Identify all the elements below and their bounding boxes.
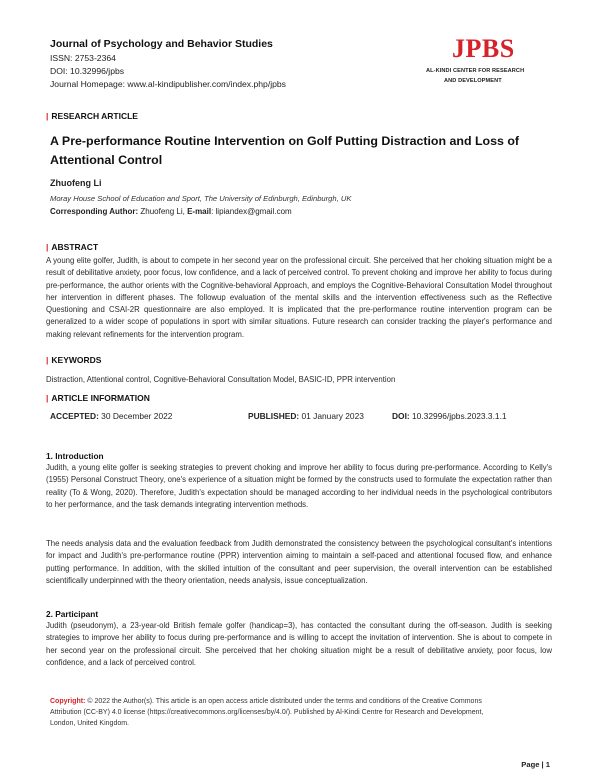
participant-paragraph: Judith (pseudonym), a 23-year-old British female golfer (handicap=3), has contacted the consultant during the off-season. Judith is seeking strategies to improve her ability to focus during pre-performance and is willing to accept the invitation of intervention. She is about to compete in her second year on the professional circuit. She perceived that her choking situation might be a result of debilitative anxiety, poor focus, low confidence, and a lack of perceived control. <box>46 621 552 667</box>
publisher-logo: JPBS <box>452 34 515 63</box>
introduction-heading: 1. Introduction <box>46 451 104 461</box>
journal-issn: ISSN: 2753-2364 <box>50 53 116 63</box>
introduction-paragraph-2: The needs analysis data and the evaluation feedback from Judith demonstrated the consistency between the psychological consultant's intentions for impact and Judith's pre-performance routine (PPR) intervention aiming to maintain a self-paced and attentional focused flow, and enhance putting performance. In addition, with the skilled intuition of the consultant and peer supervision, the overall intervention can be established scientifically underpinned with the theory orientation, needs analysis, issue conceptualization. <box>46 539 552 585</box>
copyright-notice: Copyright: © 2022 the Author(s). This article is an open access article distributed under the terms and conditions of the Creative Commons Attribution (CC-BY) 4.0 license (https://creativecommons.org/licenses/by/4.0/). Published by Al-Kindi Centre for Research and Development, London, United Kingdom. <box>50 698 484 727</box>
accepted-date: ACCEPTED: 30 December 2022 <box>50 411 173 421</box>
keywords-text: Distraction, Attentional control, Cognitive-Behavioral Consultation Model, BASIC-ID, PPR intervention <box>46 375 396 384</box>
abstract-heading: | ABSTRACT <box>46 242 99 252</box>
keywords-heading: | KEYWORDS <box>46 355 102 365</box>
page-number: Page | 1 <box>521 760 550 769</box>
author-affiliation: Moray House School of Education and Sport, The University of Edinburgh, Edinburgh, UK <box>50 194 352 203</box>
article-title: A Pre-performance Routine Intervention on Golf Putting Distraction and Loss of Attentional Control <box>50 134 520 167</box>
abstract-text: A young elite golfer, Judith, is about to compete in her second year on the professional circuit. She perceived that her choking situation might be a result of debilitative anxiety, poor focus, low confidence, and a lack of perceived control. To prevent choking and improve her ability to focus during pre-performance, the author orients with the Cognitive-behavioral Approach, and employs the Cognitive-Behavioral Consultation Model throughout her intervention in different phases. The followup evaluation of the mental skills and the intervention effectiveness such as the Reflective Questioning and CSAI-2R questionnaire are also employed. It is implicated that the pre-performance routine intervention program can be generalized to a wider scope of populations in sport with similar situations. Future research can consider tracking the player's performance and making relevant refinements for the intervention program. <box>46 256 552 339</box>
published-date: PUBLISHED: 01 January 2023 <box>248 411 364 421</box>
author-name: Zhuofeng Li <box>50 178 102 188</box>
journal-title: Journal of Psychology and Behavior Studies <box>50 38 273 50</box>
journal-homepage[interactable]: Journal Homepage: www.al-kindipublisher.com/index.php/jpbs <box>50 79 286 89</box>
logo-subtitle-line1: AL-KINDI CENTER FOR RESEARCH <box>426 68 525 74</box>
article-type: | RESEARCH ARTICLE <box>46 111 138 121</box>
article-info-heading: | ARTICLE INFORMATION <box>46 393 150 403</box>
logo-subtitle-line2: AND DEVELOPMENT <box>444 78 502 84</box>
article-doi: DOI: 10.32996/jpbs.2023.3.1.1 <box>392 411 507 421</box>
participant-heading: 2. Participant <box>46 609 99 619</box>
journal-doi: DOI: 10.32996/jpbs <box>50 66 125 76</box>
introduction-paragraph-1: Judith, a young elite golfer is seeking strategies to prevent choking and improve her ability to focus during pre-performance. According to Kelly's (1955) Personal Construct Theory, one's experience of a situation might be formed by the constructs used to formulate the expectation rather than reality (To & Wong, 2020). Therefore, Judith's expectation should be managed according to her individual needs in the psychological contributors to her performance, and the task demands integrating intervention methods. <box>46 463 552 509</box>
corresponding-author: Corresponding Author: Zhuofeng Li, E-mail: lipiandex@gmail.com <box>50 207 292 216</box>
